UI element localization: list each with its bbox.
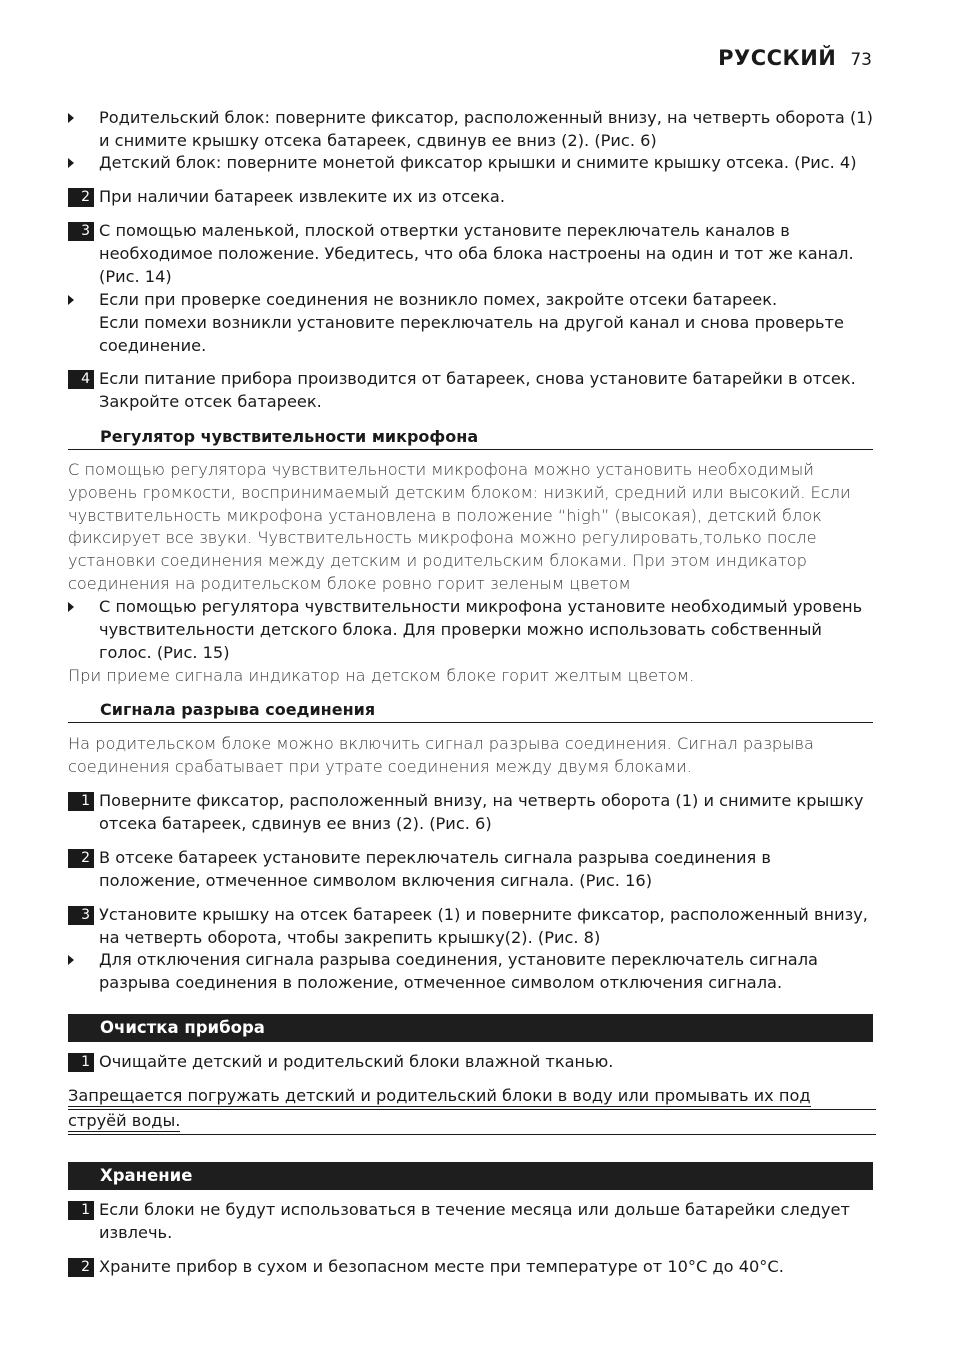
bullet-arrow-icon <box>68 602 74 612</box>
alarm-step-1 <box>68 790 876 836</box>
alarm-paragraph: На родительском блоке можно включить сигнал разрыва соединения. Сигнал разрыва соединения срабатывает при утрате соединения между двумя блоками. <box>68 734 814 776</box>
step-2 <box>68 186 876 209</box>
bullet-text: С помощью регулятора чувствительности микрофона установите необходимый уровень чувствительности детского блока. Для проверки можно использовать собственный голос. (Рис. 15) <box>99 597 863 662</box>
mic-note: При приеме сигнала индикатор на детском блоке горит желтым цветом. <box>68 666 695 685</box>
step-number-badge: 3 <box>68 222 94 241</box>
step-text: В отсеке батареек установите переключатель сигнала разрыва соединения в положение, отмеченное символом включения сигнала. (Рис. 16) <box>99 848 771 890</box>
step-number-badge: 1 <box>68 1201 94 1220</box>
section-bar-cleaning: Очистка прибора <box>68 1014 873 1042</box>
step-4 <box>68 368 876 414</box>
step-number-badge: 3 <box>68 906 94 925</box>
step-3 <box>68 220 876 288</box>
cleaning-step-1 <box>68 1051 876 1074</box>
storage-step-2 <box>68 1256 876 1279</box>
step-text: Храните прибор в сухом и безопасном месте при температуре от 10°C до 40°C. <box>99 1257 784 1276</box>
section-bar-storage: Хранение <box>68 1162 873 1190</box>
step-number-badge: 2 <box>68 849 94 868</box>
storage-step-1 <box>68 1199 876 1245</box>
step-number-badge: 1 <box>68 1053 94 1072</box>
step-number-badge: 2 <box>68 188 94 207</box>
step-number-badge: 1 <box>68 792 94 811</box>
step-number-badge: 2 <box>68 1258 94 1277</box>
bullet-arrow-icon <box>68 295 74 305</box>
section-heading-mic: Регулятор чувствительности микрофона <box>68 426 873 450</box>
step-text: Если блоки не будут использоваться в течение месяца или дольше батарейки следует извлечь. <box>99 1200 850 1242</box>
warning-line-1: Запрещается погружать детский и родительский блоки в воду или промывать их под <box>68 1086 811 1105</box>
bullet-text: Если при проверке соединения не возникло помех, закройте отсеки батареек. <box>99 290 778 309</box>
step-text: Если питание прибора производится от батареек, снова установите батарейки в отсек. Закройте отсек батареек. <box>99 369 856 411</box>
page-header <box>718 46 872 70</box>
bullet-text: Детский блок: поверните монетой фиксатор крышки и снимите крышку отсека. (Рис. 4) <box>99 153 857 172</box>
bullet-parent-unit <box>68 107 876 153</box>
alarm-step-3 <box>68 904 876 950</box>
step-text: При наличии батареек извлеките их из отсека. <box>99 187 505 206</box>
language-label: РУССКИЙ <box>718 46 837 70</box>
bullet-mic <box>68 596 876 664</box>
bullet-text: Родительский блок: поверните фиксатор, расположенный внизу, на четверть оборота (1) и снимите крышку отсека батареек, сдвинув ее вниз (2). (Рис. 6) <box>99 108 873 150</box>
bullet-baby-unit <box>68 152 876 175</box>
bullet-alarm-off <box>68 949 876 995</box>
step-text: Установите крышку на отсек батареек (1) и поверните фиксатор, расположенный внизу, на четверть оборота, чтобы закрепить крышку(2). (Рис. 8) <box>99 905 868 947</box>
page-number: 73 <box>850 50 872 70</box>
step-text: Поверните фиксатор, расположенный внизу, на четверть оборота (1) и снимите крышку отсека батареек, сдвинув ее вниз (2). (Рис. 6) <box>99 791 864 833</box>
bullet-text-continued: Если помехи возникли установите переключатель на другой канал и снова проверьте соединение. <box>99 312 844 355</box>
cleaning-warning <box>68 1085 876 1135</box>
section-heading-alarm: Сигнала разрыва соединения <box>68 699 873 723</box>
bullet-text: Для отключения сигнала разрыва соединения, установите переключатель сигнала разрыва соединения в положение, отмеченное символом отключения сигнала. <box>99 950 818 992</box>
step-text: Очищайте детский и родительский блоки влажной тканью. <box>99 1052 614 1071</box>
bullet-arrow-icon <box>68 955 74 965</box>
step-text: С помощью маленькой, плоской отвертки установите переключатель каналов в необходимое положение. Убедитесь, что оба блока настроены на один и тот же канал. (Рис. 14) <box>99 221 854 286</box>
warning-line-2: струёй воды. <box>68 1110 181 1130</box>
bullet-arrow-icon <box>68 113 74 123</box>
alarm-step-2 <box>68 847 876 893</box>
mic-paragraph: С помощью регулятора чувствительности микрофона можно установить необходимый уровень громкости, воспринимаемый детским блоком: низкий, средний или высокий. Если чувствительность микрофона установлена в положение “high” (высокая), детский блок фиксирует все звуки. Чувствительность микрофона можно регулировать,только после установки соединения между детским и родительским блоками. При этом индикатор соединения на родительском блоке ровно горит зеленым цветом <box>68 460 851 593</box>
step-number-badge: 4 <box>68 370 94 389</box>
bullet-connection-check <box>68 289 876 357</box>
bullet-arrow-icon <box>68 158 74 168</box>
